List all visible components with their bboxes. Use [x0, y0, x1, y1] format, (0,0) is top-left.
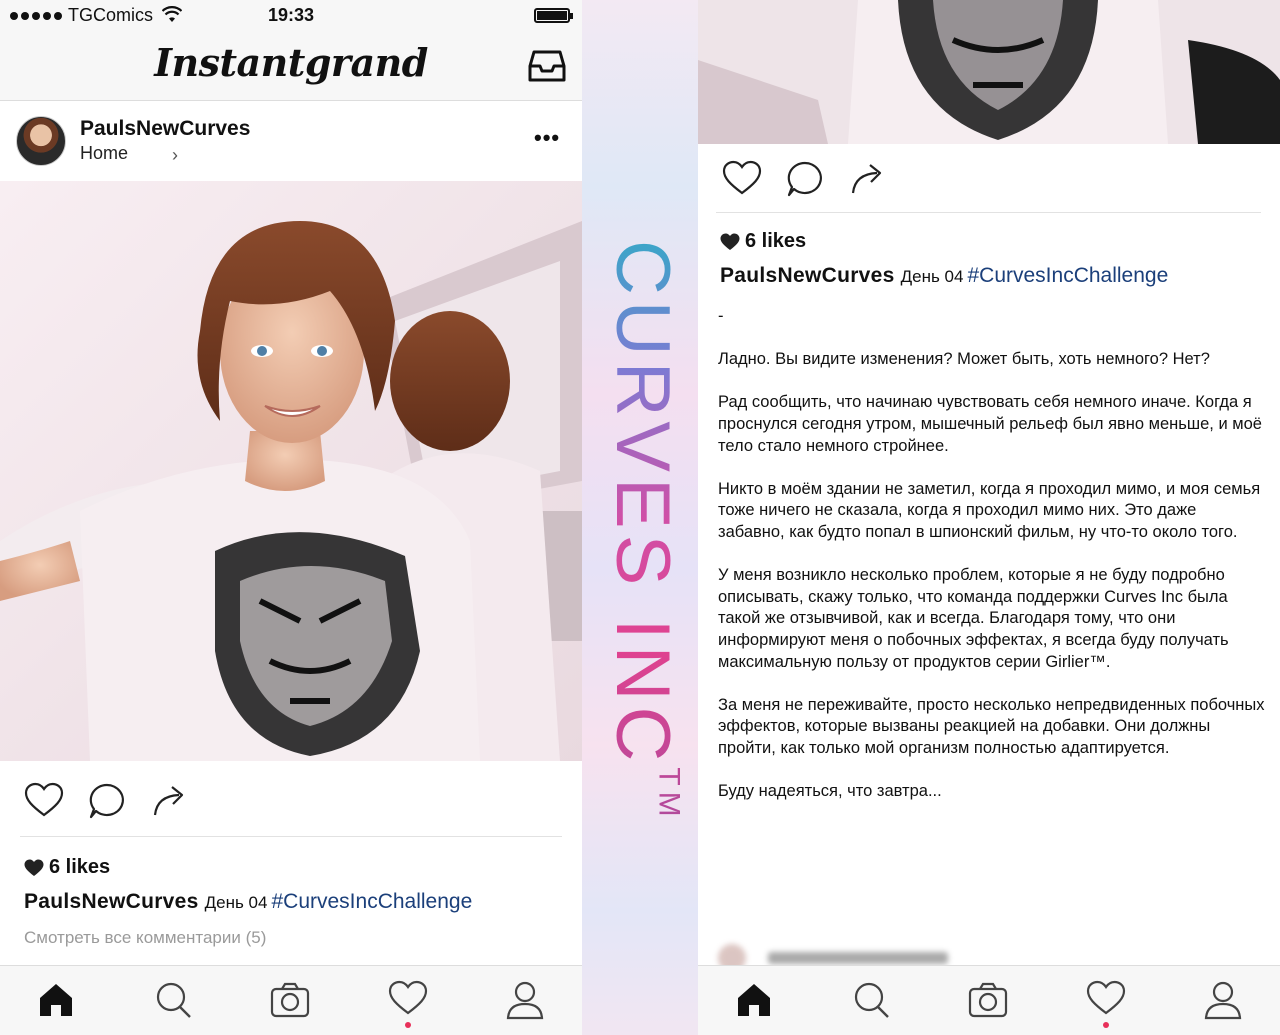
caption-dash: - [718, 307, 724, 325]
like-count[interactable] [720, 230, 806, 253]
clock: 19:33 [267, 5, 315, 25]
status-bar [0, 0, 582, 32]
carrier-name: TGComics [68, 5, 153, 25]
blurred-next-post-row [718, 944, 1018, 964]
home-icon[interactable] [36, 980, 76, 1020]
caption-hashtag[interactable]: #CurvesIncChallenge [967, 264, 1169, 287]
heart-filled-icon [24, 859, 44, 877]
notification-dot [1103, 1022, 1109, 1028]
comment-icon[interactable] [88, 782, 126, 820]
right-screen [698, 0, 1280, 1035]
post-actions [0, 770, 582, 830]
like-icon[interactable] [24, 782, 64, 818]
view-comments-link[interactable]: Смотреть все комментарии (5) [24, 928, 267, 947]
caption-paragraph: За меня не переживайте, просто несколько непредвиденных побочных эффектов, которые вызваны реакцией на добавки. Они должны пройти, как только мой организм полностью адаптируется. [718, 695, 1265, 757]
comment-icon[interactable] [786, 160, 824, 198]
selfie-illustration [0, 181, 582, 761]
divider [20, 836, 562, 837]
app-logo: Instantgrand [154, 40, 428, 85]
caption-paragraph: Ладно. Вы видите изменения? Может быть, хоть немного? Нет? [718, 350, 1210, 369]
caption-paragraph: У меня возникло несколько проблем, которые я не буду подробно описывать, скажу только, что команда поддержки Curves Inc была такой же отзывчивой, как и всегда. Благодаря тому, что они информируют меня о побочных эффектах, я всегда буду получать максимальную пользу от продуктов серии Girlier™. [718, 566, 1229, 671]
search-icon[interactable] [153, 980, 193, 1020]
heart-icon [1086, 980, 1126, 1016]
heart-icon [388, 980, 428, 1016]
post-location[interactable]: Home [80, 143, 129, 163]
caption-paragraph: Буду надеяться, что завтра... [718, 782, 942, 801]
caption-paragraph: Рад сообщить, что начинаю чувствовать себя немного иначе. Когда я проснулся сегодня утром, мышечный рельеф был явно меньше, и моё тело стало немного стройнее. [718, 393, 1262, 455]
more-options-icon[interactable]: ••• [534, 125, 561, 150]
post-actions-2 [698, 150, 1280, 210]
chevron-right-icon: › [172, 145, 178, 165]
caption-username[interactable]: PaulsNewCurves [720, 264, 895, 287]
avatar[interactable] [16, 116, 66, 166]
search-icon[interactable] [851, 980, 891, 1020]
like-count-text: 6 likes [49, 856, 111, 878]
activity-tab[interactable] [388, 980, 428, 1020]
battery-icon [534, 8, 570, 23]
profile-icon[interactable] [1203, 980, 1243, 1020]
notification-dot [405, 1022, 411, 1028]
post-photo[interactable] [0, 181, 582, 761]
inbox-icon[interactable] [528, 50, 566, 82]
home-icon[interactable] [734, 980, 774, 1020]
caption-hashtag[interactable]: #CurvesIncChallenge [271, 890, 473, 913]
bottom-tab-bar [698, 965, 1280, 1035]
camera-icon[interactable] [270, 980, 310, 1020]
share-icon[interactable] [152, 782, 188, 818]
left-screen [0, 0, 582, 1035]
app-header [0, 32, 582, 101]
brand-name: CURVES INC [600, 240, 685, 768]
profile-icon[interactable] [505, 980, 545, 1020]
bottom-tab-bar [0, 965, 582, 1035]
trademark-mark: TM [652, 767, 686, 823]
like-count-text: 6 likes [745, 230, 807, 252]
caption-username[interactable]: PaulsNewCurves [24, 890, 199, 913]
like-icon[interactable] [722, 160, 762, 196]
post-username[interactable]: PaulsNewCurves [80, 117, 251, 140]
post-photo-cropped[interactable] [698, 0, 1280, 144]
caption [24, 890, 472, 914]
activity-tab[interactable] [1086, 980, 1126, 1020]
caption [720, 264, 1168, 288]
post-header [0, 101, 582, 181]
divider [716, 212, 1261, 213]
caption-prefix: День 04 [900, 267, 964, 286]
heart-filled-icon [720, 233, 740, 251]
brand-banner [582, 0, 698, 1035]
caption-body [718, 306, 1266, 824]
camera-icon[interactable] [968, 980, 1008, 1020]
share-icon[interactable] [850, 160, 886, 196]
like-count[interactable] [24, 856, 110, 879]
blurred-username-bar [768, 952, 948, 964]
brand-text [600, 240, 698, 823]
caption-paragraph: Никто в моём здании не заметил, когда я проходил мимо, и моя семья тоже ничего не сказала, когда я проходил мимо них. Это даже забавно, как будто попал в шпионский фильм, ну что-то около того. [718, 479, 1261, 541]
shirt-crop-illustration [698, 0, 1280, 144]
caption-prefix: День 04 [204, 893, 268, 912]
